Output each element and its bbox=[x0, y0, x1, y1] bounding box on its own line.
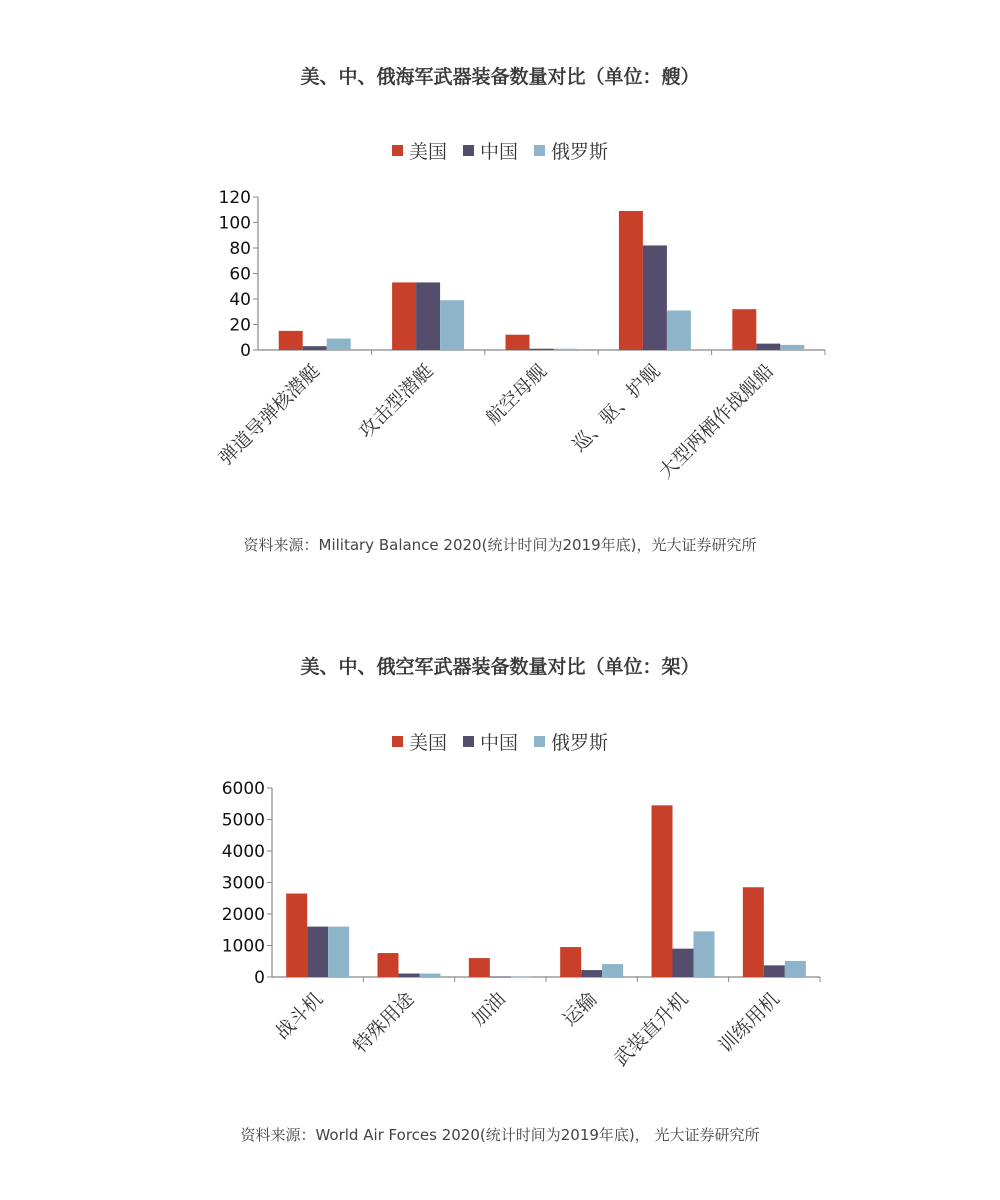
air-bar-usa-4 bbox=[652, 805, 673, 977]
air-bar-usa-1 bbox=[378, 953, 399, 977]
legend-label-usa: 美国 bbox=[408, 141, 447, 163]
legend-label-russia: 俄罗斯 bbox=[551, 141, 609, 163]
navy-x-tick-label: 大型两栖作战舰船 bbox=[654, 359, 778, 484]
navy-bar-usa-1 bbox=[392, 282, 416, 350]
navy-x-tick-label: 弹道导弹核潜艇 bbox=[214, 359, 325, 470]
air-bar-china-4 bbox=[673, 949, 694, 977]
navy-bar-russia-4 bbox=[780, 345, 804, 350]
navy-bar-china-0 bbox=[303, 346, 327, 350]
air-y-tick-label: 4000 bbox=[221, 842, 265, 862]
navy-x-tick-label: 巡、驱、护舰 bbox=[568, 359, 665, 457]
air-bar-russia-1 bbox=[420, 974, 441, 977]
air-bar-russia-5 bbox=[785, 961, 806, 977]
air-x-tick-label: 特殊用途 bbox=[349, 987, 419, 1058]
navy-y-tick-label: 20 bbox=[229, 315, 251, 336]
legend-label-china: 中国 bbox=[479, 732, 518, 754]
legend-label-usa: 美国 bbox=[408, 732, 447, 754]
air-y-tick-label: 6000 bbox=[221, 779, 265, 799]
navy-y-tick-label: 120 bbox=[218, 188, 251, 208]
air-x-tick-label: 运输 bbox=[558, 987, 602, 1031]
air-x-tick-label: 训练用机 bbox=[714, 987, 784, 1058]
air-y-tick-label: 2000 bbox=[221, 905, 265, 925]
air-chart-source: 资料来源：World Air Forces 2020(统计时间为2019年底)， 光大证券研究所 bbox=[240, 1126, 760, 1144]
air-bar-usa-5 bbox=[743, 887, 764, 977]
navy-bar-china-3 bbox=[643, 245, 667, 350]
navy-bar-china-1 bbox=[416, 282, 440, 350]
air-bar-chart bbox=[0, 600, 1000, 1200]
navy-chart-source: 资料来源：Military Balance 2020(统计时间为2019年底)，光大证券研究所 bbox=[243, 536, 757, 554]
air-chart-title: 美、中、俄空军武器装备数量对比（单位：架） bbox=[300, 656, 700, 678]
navy-bar-china-2 bbox=[530, 349, 554, 350]
navy-y-tick-label: 0 bbox=[240, 341, 251, 361]
navy-y-tick-label: 60 bbox=[229, 264, 251, 285]
navy-bar-usa-2 bbox=[506, 335, 530, 350]
navy-x-tick-label: 航空母舰 bbox=[481, 359, 552, 430]
air-bar-china-1 bbox=[399, 974, 420, 977]
legend-label-russia: 俄罗斯 bbox=[551, 732, 609, 754]
air-x-tick-label: 武装直升机 bbox=[609, 987, 693, 1071]
air-y-tick-label: 0 bbox=[254, 968, 265, 988]
navy-x-tick-label: 攻击型潜艇 bbox=[354, 359, 438, 443]
navy-y-tick-label: 40 bbox=[229, 290, 251, 310]
air-y-tick-label: 5000 bbox=[221, 810, 265, 831]
air-bar-russia-0 bbox=[328, 927, 349, 977]
navy-bar-russia-0 bbox=[327, 339, 351, 350]
air-x-tick-label: 加油 bbox=[467, 987, 510, 1031]
air-y-tick-label: 1000 bbox=[221, 936, 265, 957]
air-bar-usa-0 bbox=[286, 894, 307, 977]
air-bar-russia-4 bbox=[694, 931, 715, 977]
air-bar-usa-2 bbox=[469, 958, 490, 977]
air-bar-china-5 bbox=[764, 965, 785, 977]
navy-bar-usa-4 bbox=[732, 309, 756, 350]
navy-y-tick-label: 100 bbox=[218, 213, 251, 234]
navy-bar-russia-2 bbox=[554, 349, 578, 350]
navy-bar-usa-0 bbox=[279, 331, 303, 350]
legend-label-china: 中国 bbox=[479, 141, 518, 163]
navy-bar-russia-1 bbox=[440, 300, 464, 350]
air-bar-russia-3 bbox=[602, 964, 623, 977]
navy-bar-russia-3 bbox=[667, 310, 691, 350]
air-bar-usa-3 bbox=[560, 947, 581, 977]
navy-y-tick-label: 80 bbox=[229, 239, 251, 259]
air-x-tick-label: 战斗机 bbox=[271, 987, 328, 1044]
navy-bar-china-4 bbox=[756, 344, 780, 350]
air-chart-block bbox=[0, 600, 1000, 1200]
navy-bar-chart bbox=[0, 0, 1000, 580]
air-bar-china-3 bbox=[581, 970, 602, 977]
air-bar-russia-2 bbox=[511, 977, 532, 978]
air-bar-china-2 bbox=[490, 977, 511, 978]
navy-chart-title: 美、中、俄海军武器装备数量对比（单位：艘） bbox=[300, 66, 700, 88]
navy-chart-block bbox=[0, 0, 1000, 580]
air-bar-china-0 bbox=[307, 927, 328, 977]
navy-bar-usa-3 bbox=[619, 211, 643, 350]
air-y-tick-label: 3000 bbox=[221, 873, 265, 894]
